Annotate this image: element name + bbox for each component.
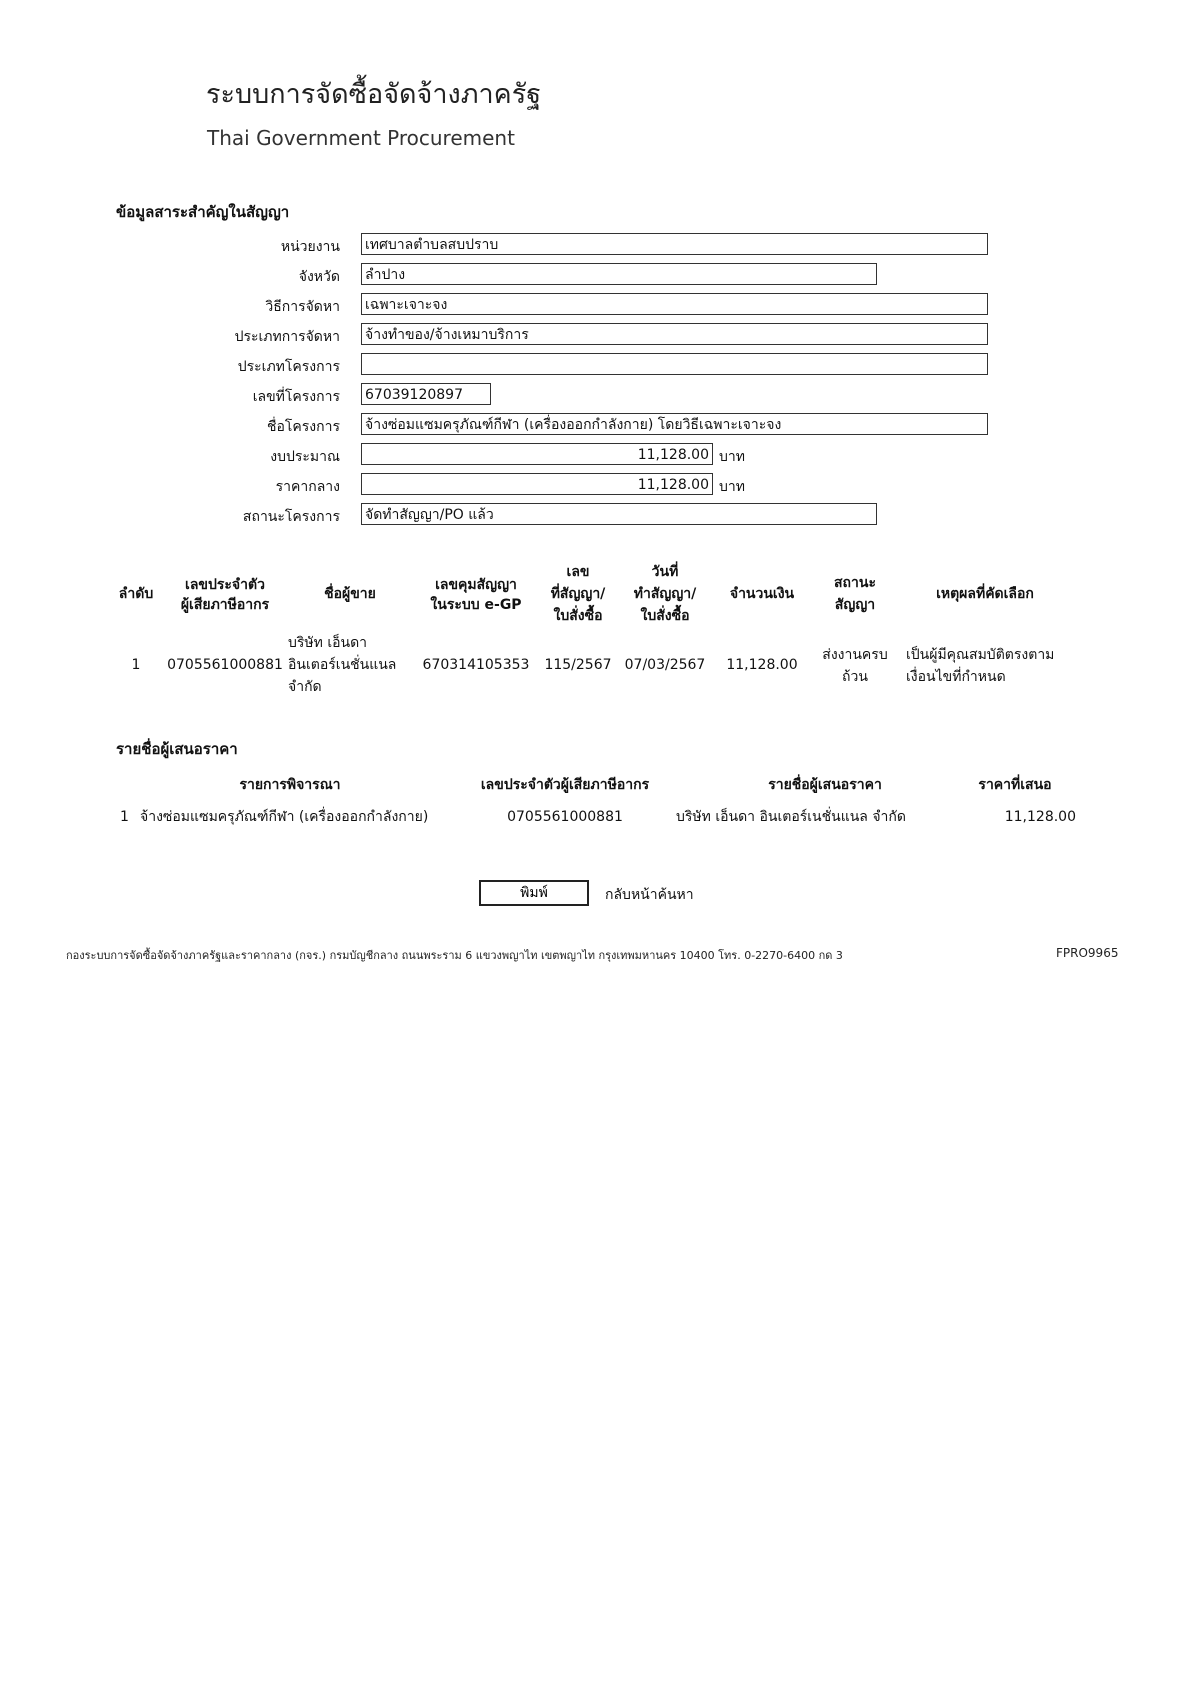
project-type-label: ประเภทโครงการ xyxy=(237,359,340,375)
province-label: จังหวัด xyxy=(298,269,340,285)
bidders-col-item-header: รายการพิจารณา xyxy=(239,777,341,793)
col-seq-header: ลำดับ xyxy=(118,586,154,602)
col-amount-header: จำนวนเงิน xyxy=(729,586,795,602)
budget-unit: บาท xyxy=(719,449,745,465)
bidder-row-item: จ้างซ่อมแซมครุภัณฑ์กีฬา (เครื่องออกกำลังกาย) xyxy=(140,809,429,825)
col-egp-header-1: เลขคุมสัญญา xyxy=(435,577,517,593)
agency-label: หน่วยงาน xyxy=(280,239,340,255)
procurement-type-field: จ้างทำของ/จ้างเหมาบริการ xyxy=(361,323,988,345)
row-contract-date: 07/03/2567 xyxy=(624,657,706,673)
col-contract-no-header-2: ที่สัญญา/ xyxy=(550,586,606,602)
bidders-col-price-header: ราคาที่เสนอ xyxy=(978,777,1052,793)
back-to-search-link[interactable]: กลับหน้าค้นหา xyxy=(605,887,694,903)
bidder-row-name: บริษัท เอ็นดา อินเตอร์เนชั่นแนล จำกัด xyxy=(676,809,906,825)
contract-info-heading: ข้อมูลสาระสำคัญในสัญญา xyxy=(116,203,290,221)
col-contract-no-header-1: เลข xyxy=(566,564,590,580)
footer-address: กองระบบการจัดซื้อจัดจ้างภาครัฐและราคากลาง (กจร.) กรมบัญชีกลาง ถนนพระราม 6 แขวงพญาไท เขตพญาไท กรุงเทพมหานคร 10400 โทร. 0-2270-6400 กด 3 xyxy=(66,949,843,962)
budget-label: งบประมาณ xyxy=(270,449,340,465)
footer-form-code: FPRO9965 xyxy=(1056,946,1119,960)
row-status-line-2: ถ้วน xyxy=(842,669,868,685)
bidder-row-price: 11,128.00 xyxy=(1004,809,1076,825)
col-status-header-2: สัญญา xyxy=(834,597,876,613)
method-label: วิธีการจัดหา xyxy=(265,299,340,315)
row-tax-id: 0705561000881 xyxy=(167,657,283,673)
procurement-type-label: ประเภทการจัดหา xyxy=(234,329,340,345)
project-status-label: สถานะโครงการ xyxy=(242,509,340,525)
median-price-field: 11,128.00 xyxy=(361,473,713,495)
row-seller-line-2: อินเตอร์เนชั่นแนล xyxy=(288,657,397,673)
project-no-label: เลขที่โครงการ xyxy=(252,389,340,405)
row-seller-line-3: จำกัด xyxy=(288,679,322,695)
project-no-field: 67039120897 xyxy=(361,383,491,405)
median-price-unit: บาท xyxy=(719,479,745,495)
row-reason-line-1: เป็นผู้มีคุณสมบัติตรงตาม xyxy=(906,647,1055,663)
print-button[interactable]: พิมพ์ xyxy=(479,880,589,906)
row-egp-no: 670314105353 xyxy=(422,657,530,673)
median-price-label: ราคากลาง xyxy=(275,479,340,495)
budget-field: 11,128.00 xyxy=(361,443,713,465)
bidders-col-tax-id-header: เลขประจำตัวผู้เสียภาษีอากร xyxy=(480,777,650,793)
col-reason-header: เหตุผลที่คัดเลือก xyxy=(936,586,1034,602)
bidder-row-tax-id: 0705561000881 xyxy=(507,809,623,825)
page-title-thai: ระบบการจัดซื้อจัดจ้างภาครัฐ xyxy=(206,79,542,110)
col-tax-id-header-1: เลขประจำตัว xyxy=(185,577,265,593)
project-name-label: ชื่อโครงการ xyxy=(266,419,340,435)
row-seller-line-1: บริษัท เอ็นดา xyxy=(288,635,368,651)
project-name-field: จ้างซ่อมแซมครุภัณฑ์กีฬา (เครื่องออกกำลังกาย) โดยวิธีเฉพาะเจาะจง xyxy=(361,413,988,435)
method-field: เฉพาะเจาะจง xyxy=(361,293,988,315)
row-seq: 1 xyxy=(131,657,141,673)
project-status-field: จัดทำสัญญา/PO แล้ว xyxy=(361,503,877,525)
col-egp-header-2: ในระบบ e-GP xyxy=(430,597,522,613)
col-date-header-1: วันที่ xyxy=(651,564,679,580)
col-status-header-1: สถานะ xyxy=(834,575,876,591)
col-contract-no-header-3: ใบสั่งซื้อ xyxy=(553,608,603,624)
page-title-english: Thai Government Procurement xyxy=(207,126,515,150)
row-contract-no: 115/2567 xyxy=(544,657,612,673)
project-type-field xyxy=(361,353,988,375)
agency-field: เทศบาลตำบลสบปราบ xyxy=(361,233,988,255)
bidders-col-bidder-header: รายชื่อผู้เสนอราคา xyxy=(768,777,882,793)
col-tax-id-header-2: ผู้เสียภาษีอากร xyxy=(180,597,270,613)
col-date-header-2: ทำสัญญา/ xyxy=(633,586,697,602)
province-field: ลำปาง xyxy=(361,263,877,285)
row-reason-line-2: เงื่อนไขที่กำหนด xyxy=(906,669,1006,685)
bidder-row-seq: 1 xyxy=(120,809,129,825)
col-seller-header: ชื่อผู้ขาย xyxy=(324,586,376,602)
row-amount: 11,128.00 xyxy=(726,657,798,673)
bidders-heading: รายชื่อผู้เสนอราคา xyxy=(116,740,238,758)
col-date-header-3: ใบสั่งซื้อ xyxy=(640,608,690,624)
row-status-line-1: ส่งงานครบ xyxy=(822,647,888,663)
